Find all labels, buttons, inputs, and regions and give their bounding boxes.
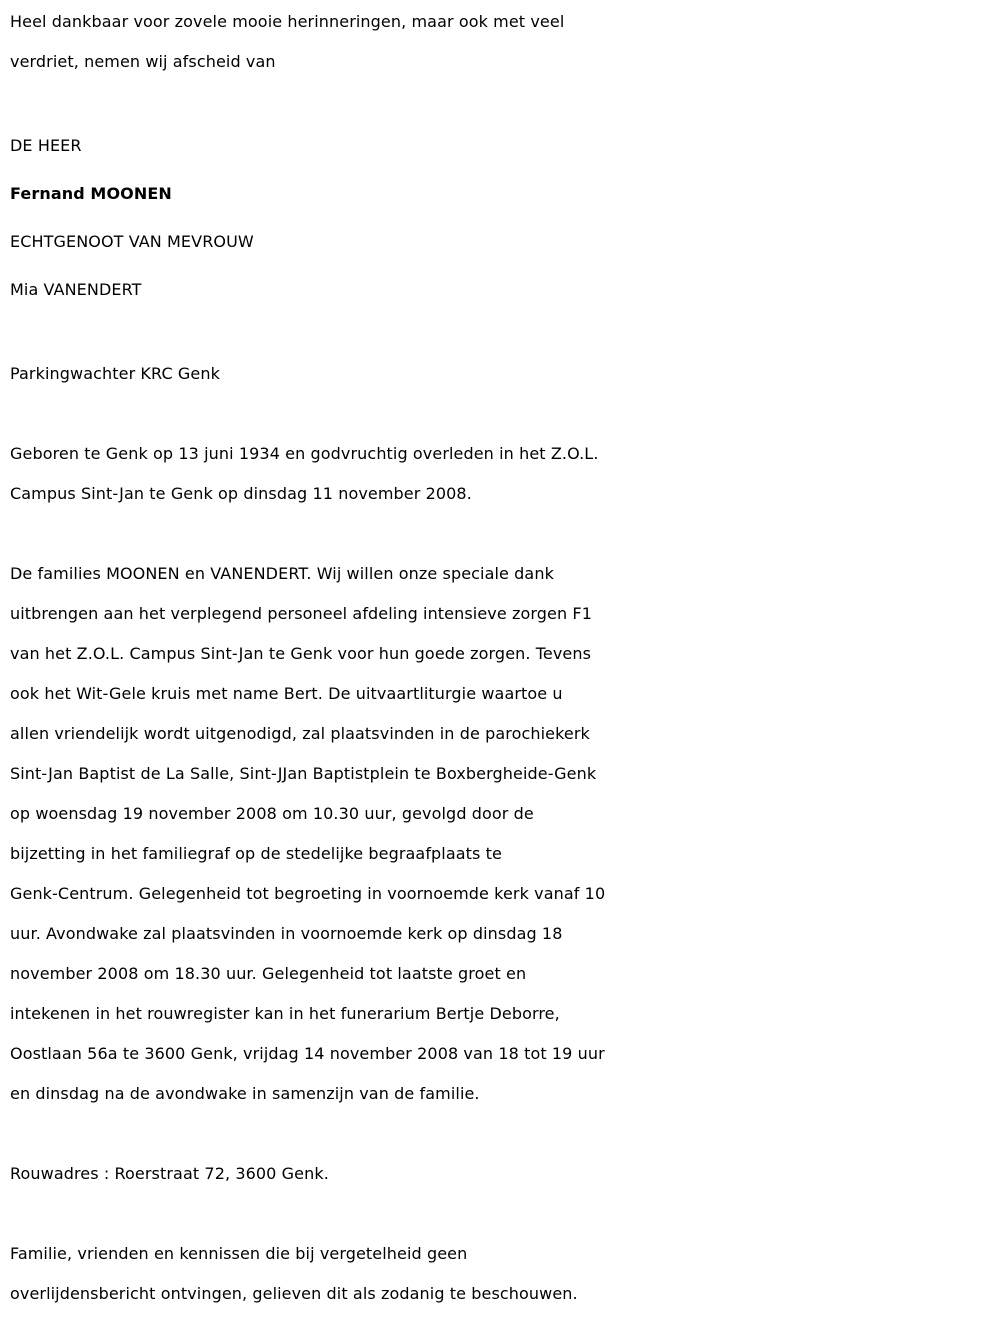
announcement-line: en dinsdag na de avondwake in samenzijn van de familie. — [10, 1084, 480, 1103]
announcement-line: Genk-Centrum. Gelegenheid tot begroeting in voornoemde kerk vanaf 10 — [10, 884, 606, 903]
closing-paragraph — [10, 1234, 995, 1314]
intro-line: Heel dankbaar voor zovele mooie herinneringen, maar ook met veel — [10, 12, 565, 31]
deceased-title: DE HEER — [10, 136, 82, 155]
spacer — [10, 514, 995, 554]
announcement-line: De families MOONEN en VANENDERT. Wij willen onze speciale dank — [10, 564, 554, 583]
announcement-line: Oostlaan 56a te 3600 Genk, vrijdag 14 november 2008 van 18 tot 19 uur — [10, 1044, 605, 1063]
announcement-line: bijzetting in het familiegraf op de stedelijke begraafplaats te — [10, 844, 502, 863]
spacer — [10, 1114, 995, 1154]
announcement-line: van het Z.O.L. Campus Sint-Jan te Genk voor hun goede zorgen. Tevens — [10, 644, 592, 663]
closing-line: Familie, vrienden en kennissen die bij vergetelheid geen — [10, 1244, 468, 1263]
spacer — [10, 314, 995, 354]
spacer — [10, 82, 995, 122]
announcement-line: november 2008 om 18.30 uur. Gelegenheid tot laatste groet en — [10, 964, 527, 983]
announcement-line: ook het Wit-Gele kruis met name Bert. De uitvaartliturgie waartoe u — [10, 684, 563, 703]
obituary-document — [10, 2, 995, 1314]
intro-line: verdriet, nemen wij afscheid van — [10, 52, 276, 71]
intro-paragraph — [10, 2, 995, 82]
announcement-line: uur. Avondwake zal plaatsvinden in voornoemde kerk op dinsdag 18 — [10, 924, 563, 943]
birth-death-line: Geboren te Genk op 13 juni 1934 en godvruchtig overleden in het Z.O.L. — [10, 444, 599, 463]
deceased-block — [10, 122, 995, 314]
birth-death-paragraph — [10, 434, 995, 514]
announcement-line: uitbrengen aan het verplegend personeel afdeling intensieve zorgen F1 — [10, 604, 592, 623]
announcement-line: intekenen in het rouwregister kan in het funerarium Bertje Deborre, — [10, 1004, 560, 1023]
spacer — [10, 394, 995, 434]
spouse-name: Mia VANENDERT — [10, 280, 142, 299]
deceased-name: Fernand MOONEN — [10, 184, 172, 203]
deceased-relation: ECHTGENOOT VAN MEVROUW — [10, 232, 254, 251]
announcement-line: allen vriendelijk wordt uitgenodigd, zal plaatsvinden in de parochiekerk — [10, 724, 590, 743]
closing-line: overlijdensbericht ontvingen, gelieven dit als zodanig te beschouwen. — [10, 1284, 578, 1303]
announcement-paragraph — [10, 554, 995, 1114]
announcement-line: Sint-Jan Baptist de La Salle, Sint-JJan Baptistplein te Boxbergheide-Genk — [10, 764, 597, 783]
mourning-address: Rouwadres : Roerstraat 72, 3600 Genk. — [10, 1164, 329, 1183]
announcement-line: op woensdag 19 november 2008 om 10.30 uur, gevolgd door de — [10, 804, 534, 823]
occupation: Parkingwachter KRC Genk — [10, 364, 220, 383]
spacer — [10, 1194, 995, 1234]
birth-death-line: Campus Sint-Jan te Genk op dinsdag 11 november 2008. — [10, 484, 472, 503]
